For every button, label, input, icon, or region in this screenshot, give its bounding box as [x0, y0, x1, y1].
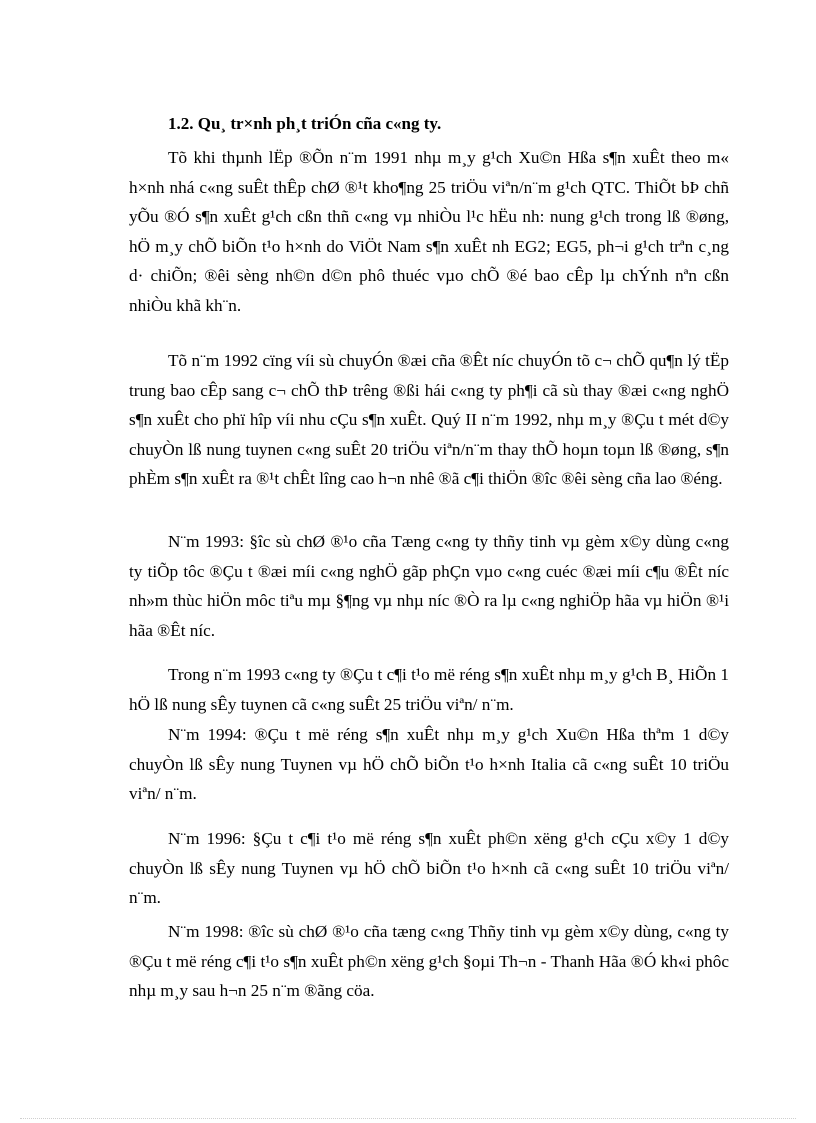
paragraph-4: Trong n¨m 1993 c«ng ty ®Çu t c¶i t¹o më réng s¶n xuÊt nhµ m¸y g¹ch B¸ HiÕn 1 hÖ lß nung sÊy tuynen cã c«ng suÊt 25 triÖu viªn/ n¨m.	[129, 665, 729, 714]
paragraph-1: Tõ khi thµnh lËp ®Õn n¨m 1991 nhµ m¸y g¹ch Xu©n Hßa s¶n xuÊt theo m« h×nh nhá c«ng suÊt thÊp chØ ®¹t kho¶ng 25 triÖu viªn/n¨m g¹ch QTC. ThiÕt bÞ chñ yÕu ®Ó s¶n xuÊt g¹ch cßn thñ c«ng vµ nhiÒu l¹c hËu nh: nung g¹ch trong lß ®øng, hÖ m¸y chÕ biÕn t¹o h×nh do ViÖt Nam s¶n xuÊt nh EG2; EG5, ph¬i g¹ch trªn c¸ng d· chiÕn; ®êi sèng nh©n d©n phô thuéc vµo chÕ ®é bao cÊp lµ chÝnh nªn cßn nhiÒu khã kh¨n.	[129, 148, 729, 315]
page-bottom-divider	[20, 1118, 796, 1119]
paragraph-5: N¨m 1994: ®Çu t më réng s¶n xuÊt nhµ m¸y g¹ch Xu©n Hßa thªm 1 d©y chuyÒn lß sÊy nung Tuynen vµ hÖ chÕ biÕn t¹o h×nh Italia cã c«ng suÊt 10 triÖu viªn/ n¨m.	[129, 725, 729, 803]
paragraph-7: N¨m 1998: ®îc sù chØ ®¹o cña tæng c«ng Thñy tinh vµ gèm x©y dùng, c«ng ty ®Çu t më réng c¶i t¹o s¶n xuÊt ph©n xëng g¹ch §oµi Th¬n - Thanh Hãa ®Ó kh«i phôc nhµ m¸y sau h¬n 25 n¨m ®ãng cöa.	[129, 922, 729, 1000]
paragraph-2: Tõ n¨m 1992 cïng víi sù chuyÓn ®æi cña ®Êt níc chuyÓn tõ c¬ chÕ qu¶n lý tËp trung bao cÊp sang c¬ chÕ thÞ trêng ®ßi hái c«ng ty ph¶i cã sù thay ®æi c«ng nghÖ s¶n xuÊt cho phï hîp víi nhu cÇu s¶n xuÊt. Quý II n¨m 1992, nhµ m¸y ®Çu t mét d©y chuyÒn lß nung tuynen c«ng suÊt 20 triÖu viªn/n¨m thay thÕ hoµn toµn lß ®øng, s¶n phÈm s¶n xuÊt ra ®¹t chÊt lîng cao h¬n nhê ®ã c¶i thiÖn ®îc ®êi sèng cña lao ®éng.	[129, 351, 729, 488]
paragraph-3: N¨m 1993: §îc sù chØ ®¹o cña Tæng c«ng ty thñy tinh vµ gèm x©y dùng c«ng ty tiÕp tôc ®Çu t ®æi míi c«ng nghÖ gãp phÇn vµo c«ng cuéc ®æi míi c¶u ®Êt níc nh»m thùc hiÖn môc tiªu mµ §¶ng vµ nhµ níc ®Ò ra lµ c«ng nghiÖp hãa vµ hiÖn ®¹i hãa ®Êt níc.	[129, 532, 729, 640]
paragraph-6: N¨m 1996: §Çu t c¶i t¹o më réng s¶n xuÊt ph©n xëng g¹ch cÇu x©y 1 d©y chuyÒn lß sÊy nung Tuynen vµ hÖ chÕ biÕn t¹o h×nh cã c«ng suÊt 10 triÖu viªn/ n¨m.	[129, 829, 729, 907]
section-heading: 1.2. Qu¸ tr×nh ph¸t triÓn cña c«ng ty.	[168, 114, 442, 133]
